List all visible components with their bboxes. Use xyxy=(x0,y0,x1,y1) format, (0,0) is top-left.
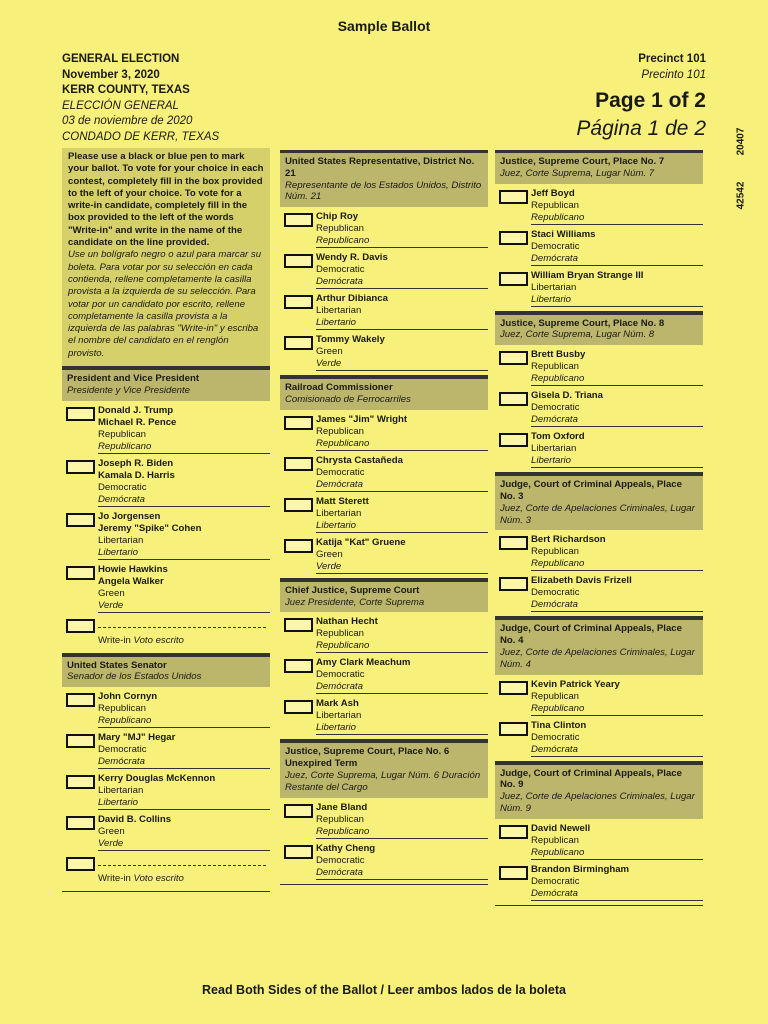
party: Democratic xyxy=(531,587,580,599)
candidate-name: Arthur Dibianca xyxy=(316,293,388,305)
candidate-name: John Cornyn xyxy=(98,691,158,703)
party: Green xyxy=(316,548,343,560)
party: Republican xyxy=(316,813,365,825)
candidate-name: Staci Williams xyxy=(531,228,596,240)
contest-header xyxy=(280,743,488,797)
election-date: November 3, 2020 xyxy=(62,68,160,81)
vote-box[interactable] xyxy=(499,231,528,245)
candidate[interactable] xyxy=(280,533,488,574)
ballot-column-3 xyxy=(495,150,703,906)
contest-title: Judge, Court of Criminal Appeals, Place No. 3 xyxy=(500,479,682,502)
contest-president xyxy=(62,367,270,649)
candidate[interactable] xyxy=(62,454,270,507)
contest-criminal-appeals-place-9 xyxy=(495,762,703,901)
contest-railroad-commissioner xyxy=(280,376,488,574)
election-date-es: 03 de noviembre de 2020 xyxy=(62,115,193,127)
candidate[interactable] xyxy=(495,675,703,716)
vote-box[interactable] xyxy=(66,566,95,580)
contest-header xyxy=(280,153,488,207)
party-es: Libertario xyxy=(316,520,488,533)
contest-header xyxy=(495,476,703,530)
party: Libertarian xyxy=(531,281,577,293)
election-name-es: ELECCIÓN GENERAL xyxy=(62,99,179,112)
party: Republican xyxy=(98,428,147,440)
contest-title-es: Juez, Corte de Apelaciones Criminales, Lugar Núm. 4 xyxy=(500,646,695,670)
party: Republican xyxy=(531,361,580,373)
candidate[interactable] xyxy=(495,345,703,386)
candidate[interactable] xyxy=(495,860,703,901)
party: Democratic xyxy=(316,264,365,276)
party-es: Verde xyxy=(98,838,270,851)
candidate-name: Elizabeth Davis Frizell xyxy=(531,575,632,587)
vote-box[interactable] xyxy=(66,460,95,474)
write-in-line[interactable] xyxy=(98,865,266,866)
party: Democratic xyxy=(531,731,580,743)
party: Libertarian xyxy=(316,305,362,317)
contest-title: Judge, Court of Criminal Appeals, Place No. 9 xyxy=(500,767,682,791)
party-es: Libertario xyxy=(98,797,270,810)
page-number: Page 1 of 2 xyxy=(595,89,706,112)
vote-box[interactable] xyxy=(499,536,528,550)
party: Green xyxy=(316,346,343,358)
party-es: Demócrata xyxy=(316,681,488,694)
candidate[interactable] xyxy=(495,386,703,427)
running-mate-name: Michael R. Pence xyxy=(98,416,177,428)
candidate[interactable] xyxy=(495,225,703,266)
ballot-column-1 xyxy=(62,148,270,892)
party-es: Libertario xyxy=(531,455,703,468)
page-number-es: Página 1 de 2 xyxy=(576,117,706,140)
candidate-name: Bert Richardson xyxy=(531,534,606,546)
candidate-name: Jane Bland xyxy=(316,801,368,813)
election-header xyxy=(62,52,219,145)
vote-box[interactable] xyxy=(284,254,313,268)
party: Republican xyxy=(316,425,365,437)
party: Libertarian xyxy=(531,443,577,455)
party: Democratic xyxy=(531,875,580,887)
contest-header xyxy=(495,765,703,819)
party-es: Libertario xyxy=(316,317,488,330)
vote-box[interactable] xyxy=(66,734,95,748)
party: Democratic xyxy=(531,240,580,252)
contest-title-es: Juez, Corte Suprema, Lugar Núm. 6 Duración Restante del Cargo xyxy=(285,769,481,793)
contest-header xyxy=(495,620,703,674)
candidate[interactable] xyxy=(495,427,703,468)
vote-box[interactable] xyxy=(66,513,95,527)
vote-box[interactable] xyxy=(284,295,313,309)
candidate-name: William Bryan Strange III xyxy=(531,269,644,281)
party: Republican xyxy=(98,703,147,715)
election-county: KERR COUNTY, TEXAS xyxy=(62,84,190,96)
party-es: Libertario xyxy=(98,547,270,560)
contest-header xyxy=(62,370,270,401)
party: Green xyxy=(98,587,125,599)
candidate[interactable] xyxy=(280,410,488,451)
contest-justice-place-6 xyxy=(280,740,488,879)
candidate[interactable] xyxy=(280,694,488,735)
candidate[interactable] xyxy=(280,289,488,330)
vote-box[interactable] xyxy=(499,433,528,447)
contest-justice-place-8 xyxy=(495,312,703,469)
party-es: Republicano xyxy=(316,640,488,653)
candidate-name: James "Jim" Wright xyxy=(316,413,408,425)
contest-header xyxy=(495,315,703,346)
candidate[interactable] xyxy=(280,451,488,492)
candidate-name: Howie Hawkins xyxy=(98,563,168,575)
candidate[interactable] xyxy=(62,810,270,851)
candidate-name: Mary "MJ" Hegar xyxy=(98,732,176,744)
party-es: Demócrata xyxy=(98,756,270,769)
contest-criminal-appeals-place-4 xyxy=(495,617,703,756)
party: Libertarian xyxy=(316,507,362,519)
vote-box[interactable] xyxy=(284,498,313,512)
party-es: Libertario xyxy=(316,722,488,735)
vote-box[interactable] xyxy=(66,693,95,707)
contest-criminal-appeals-place-3 xyxy=(495,473,703,612)
candidate[interactable] xyxy=(280,839,488,880)
candidate[interactable] xyxy=(495,819,703,860)
party-es: Demócrata xyxy=(531,414,703,427)
candidate[interactable] xyxy=(62,560,270,613)
running-mate-name: Angela Walker xyxy=(98,575,164,587)
contest-header xyxy=(280,582,488,613)
party: Libertarian xyxy=(98,785,144,797)
party-es: Demócrata xyxy=(531,888,703,901)
footer-note: Read Both Sides of the Ballot / Leer ambos lados de la boleta xyxy=(202,983,566,997)
party-es: Demócrata xyxy=(316,479,488,492)
side-number-top: 20407 xyxy=(735,127,747,156)
vote-box[interactable] xyxy=(284,336,313,350)
party: Green xyxy=(98,826,125,838)
candidate-name: Mark Ash xyxy=(316,698,359,710)
vote-box[interactable] xyxy=(284,804,313,818)
candidate-name: Jeff Boyd xyxy=(531,187,575,199)
election-county-es: CONDADO DE KERR, TEXAS xyxy=(62,130,220,143)
vote-box[interactable] xyxy=(284,700,313,714)
party-es: Demócrata xyxy=(316,276,488,289)
party-es: Republicano xyxy=(531,847,703,860)
vote-box[interactable] xyxy=(499,190,528,204)
ballot-column-2 xyxy=(280,150,488,885)
party-es: Republicano xyxy=(531,212,703,225)
contest-title-es: Senador de los Estados Unidos xyxy=(67,671,202,683)
vote-box[interactable] xyxy=(499,351,528,365)
candidate[interactable] xyxy=(495,184,703,225)
party-es: Libertario xyxy=(531,294,703,307)
vote-box[interactable] xyxy=(284,659,313,673)
vote-box[interactable] xyxy=(284,618,313,632)
contest-chief-justice xyxy=(280,579,488,736)
party-es: Republicano xyxy=(531,703,703,716)
party: Libertarian xyxy=(316,710,362,722)
contest-title-es: Juez, Corte Suprema, Lugar Núm. 8 xyxy=(500,329,655,341)
party: Republican xyxy=(316,628,365,640)
party-es: Republicano xyxy=(316,438,488,451)
vote-box[interactable] xyxy=(499,577,528,591)
vote-box[interactable] xyxy=(66,816,95,830)
vote-box[interactable] xyxy=(66,619,95,633)
party: Democratic xyxy=(531,402,580,414)
write-in-label: Write-in Voto escrito xyxy=(98,634,184,646)
candidate-name: Chip Roy xyxy=(316,211,359,223)
candidate[interactable] xyxy=(62,769,270,810)
write-in-line[interactable] xyxy=(98,627,266,628)
party-es: Demócrata xyxy=(531,253,703,266)
contest-title: Justice, Supreme Court, Place No. 6 Unexpired Term xyxy=(285,746,450,770)
party-es: Demócrata xyxy=(316,867,488,880)
candidate[interactable] xyxy=(62,507,270,560)
candidate[interactable] xyxy=(62,687,270,728)
vote-box[interactable] xyxy=(499,392,528,406)
precinct-es: Precinto 101 xyxy=(641,68,706,81)
candidate-name: Matt Sterett xyxy=(316,495,369,507)
candidate-name: Gisela D. Triana xyxy=(531,390,603,402)
contest-title: United States Senator xyxy=(67,659,167,671)
candidate[interactable] xyxy=(280,798,488,839)
instructions-es: Use un bolígrafo negro o azul para marcar su boleta. Para votar por su selección en cada contienda, rellene completamente la casilla provista a la izquierda de su selección. Para votar por un candidato por escrito, rellene completamente la casilla provista a la izquierda de las palabras "Write-in" y escriba el nombre del candidato en el renglón provisto. xyxy=(68,249,262,359)
candidate-name: Jo Jorgensen xyxy=(98,510,161,522)
party: Republican xyxy=(531,834,580,846)
vote-box[interactable] xyxy=(284,457,313,471)
contest-title: Justice, Supreme Court, Place No. 8 xyxy=(500,317,665,329)
vote-box[interactable] xyxy=(499,681,528,695)
candidate[interactable] xyxy=(280,330,488,371)
candidate-name: Brett Busby xyxy=(531,349,586,361)
party-es: Demócrata xyxy=(531,744,703,757)
party: Democratic xyxy=(316,669,365,681)
contest-title-es: Presidente y Vice Presidente xyxy=(67,384,191,396)
party-es: Republicano xyxy=(531,373,703,386)
contest-representative xyxy=(280,150,488,371)
vote-box[interactable] xyxy=(499,825,528,839)
candidate[interactable] xyxy=(495,716,703,757)
write-in-option[interactable] xyxy=(62,851,270,887)
party-es: Republicano xyxy=(98,441,270,454)
candidate[interactable] xyxy=(280,612,488,653)
candidate-name: Nathan Hecht xyxy=(316,616,378,628)
running-mate-name: Jeremy "Spike" Cohen xyxy=(98,522,202,534)
candidate[interactable] xyxy=(495,571,703,612)
candidate-name: Kevin Patrick Yeary xyxy=(531,678,620,690)
party: Republican xyxy=(316,223,365,235)
contest-title: Chief Justice, Supreme Court xyxy=(285,584,420,596)
contest-title-es: Representante de los Estados Unidos, Distrito Núm. 21 xyxy=(285,179,482,203)
contest-title-es: Comisionado de Ferrocarriles xyxy=(285,393,411,405)
candidate-name: Brandon Birmingham xyxy=(531,863,630,875)
party: Libertarian xyxy=(98,534,144,546)
party-es: Verde xyxy=(316,561,488,574)
candidate-name: Tommy Wakely xyxy=(316,334,385,346)
vote-box[interactable] xyxy=(499,722,528,736)
party-es: Republicano xyxy=(316,826,488,839)
side-number-bottom: 42542 xyxy=(735,181,747,210)
party-es: Verde xyxy=(98,600,270,613)
contest-title-es: Juez Presidente, Corte Suprema xyxy=(285,596,425,608)
contest-title: Justice, Supreme Court, Place No. 7 xyxy=(500,156,665,167)
contest-title-es: Juez, Corte de Apelaciones Criminales, Lugar Núm. 3 xyxy=(500,502,695,526)
contest-title: President and Vice President xyxy=(67,373,200,385)
vote-box[interactable] xyxy=(284,539,313,553)
candidate-name: David B. Collins xyxy=(98,814,172,826)
contest-title-es: Juez, Corte de Apelaciones Criminales, Lugar Núm. 9 xyxy=(500,791,695,814)
candidate-name: Tina Clinton xyxy=(531,719,587,731)
candidate-name: David Newell xyxy=(531,822,591,834)
party: Republican xyxy=(531,690,580,702)
vote-box[interactable] xyxy=(284,845,313,859)
page-title: Sample Ballot xyxy=(337,18,431,34)
vote-box[interactable] xyxy=(66,775,95,789)
party-es: Demócrata xyxy=(98,494,270,507)
precinct: Precinct 101 xyxy=(638,53,706,65)
candidate-name: Kathy Cheng xyxy=(316,842,376,854)
candidate[interactable] xyxy=(280,653,488,694)
vote-box[interactable] xyxy=(499,866,528,880)
party-es: Republicano xyxy=(316,235,488,248)
party: Democratic xyxy=(316,854,365,866)
party-es: Republicano xyxy=(98,715,270,728)
candidate-name: Amy Clark Meachum xyxy=(316,657,411,669)
candidate[interactable] xyxy=(495,266,703,307)
vote-box[interactable] xyxy=(66,407,95,421)
candidate-name: Chrysta Castañeda xyxy=(316,454,403,466)
instructions-en: Please use a black or blue pen to mark your ballot. To vote for your choice in each contest, completely fill in the box provided to the left of your choice. To vote for a write-in candidate, completely fill in the box provided to the left of the words "Write-in" and write in the name of the candidate on the line provided. xyxy=(68,151,264,249)
party: Republican xyxy=(531,546,580,558)
candidate[interactable] xyxy=(62,401,270,454)
candidate-name: Donald J. Trump xyxy=(98,404,174,416)
contest-header xyxy=(495,153,703,184)
contest-title: Railroad Commissioner xyxy=(285,382,393,394)
running-mate-name: Kamala D. Harris xyxy=(98,469,175,481)
vote-box[interactable] xyxy=(66,857,95,871)
candidate[interactable] xyxy=(280,207,488,248)
contest-header xyxy=(62,657,270,688)
vote-box[interactable] xyxy=(284,213,313,227)
election-name: GENERAL ELECTION xyxy=(62,53,180,65)
candidate-name: Joseph R. Biden xyxy=(98,457,174,469)
precinct-header xyxy=(576,52,706,143)
instructions xyxy=(62,148,270,367)
party: Republican xyxy=(531,199,580,211)
candidate[interactable] xyxy=(495,530,703,571)
party: Democratic xyxy=(98,481,147,493)
party-es: Verde xyxy=(316,358,488,371)
contest-header xyxy=(280,379,488,410)
write-in-option[interactable] xyxy=(62,613,270,649)
contest-senator xyxy=(62,654,270,888)
contest-title: United States Representative, District No. 21 xyxy=(285,156,475,179)
candidate-name: Katija "Kat" Gruene xyxy=(316,536,406,548)
candidate-name: Wendy R. Davis xyxy=(316,252,388,264)
party: Democratic xyxy=(98,744,147,756)
contest-title: Judge, Court of Criminal Appeals, Place No. 4 xyxy=(500,623,682,647)
vote-box[interactable] xyxy=(499,272,528,286)
write-in-label: Write-in Voto escrito xyxy=(98,873,184,885)
party-es: Republicano xyxy=(531,558,703,571)
candidate-name: Kerry Douglas McKennon xyxy=(98,773,216,785)
contest-title-es: Juez, Corte Suprema, Lugar Núm. 7 xyxy=(500,167,655,179)
candidate-name: Tom Oxford xyxy=(531,431,585,443)
candidate[interactable] xyxy=(280,248,488,289)
candidate[interactable] xyxy=(62,728,270,769)
party-es: Demócrata xyxy=(531,599,703,612)
contest-justice-place-7 xyxy=(495,150,703,307)
candidate[interactable] xyxy=(280,492,488,533)
party: Democratic xyxy=(316,466,365,478)
vote-box[interactable] xyxy=(284,416,313,430)
